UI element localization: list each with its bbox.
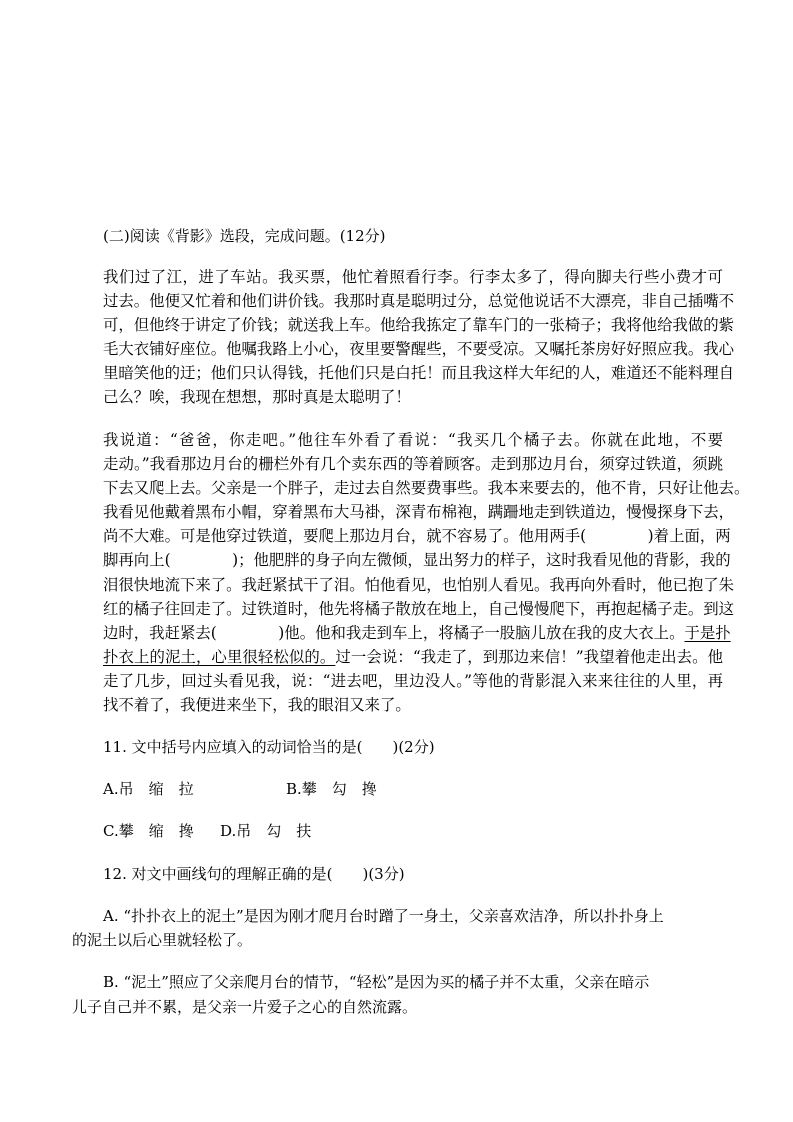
passage-line: 里暗笑他的迂；他们只认得钱，托他们只是白托！而且我这样大年纪的人，难道还不能料理自 bbox=[103, 364, 735, 383]
option-a: A.吊 缩 拉 bbox=[103, 780, 194, 798]
passage-line: 过去。他便又忙着和他们讲价钱。我那时真是聪明过分，总觉他说话不大漂亮，非自己插嘴不 bbox=[103, 292, 735, 311]
passage-line-with-underline-end bbox=[103, 645, 723, 669]
passage-text: 过一会说：“我走了，到那边来信！”我望着他走出去。他 bbox=[335, 647, 723, 666]
passage-line: 可，但他终于讲定了价钱；就送我上车。他给我拣定了靠车门的一张椅子；我将他给我做的紫 bbox=[103, 316, 735, 335]
passage-line: 毛大衣铺好座位。他嘱我路上小心，夜里要警醒些，不要受凉。又嘱托茶房好好照应我。我心 bbox=[103, 340, 735, 359]
passage-line: 找不着了，我便进来坐下，我的眼泪又来了。 bbox=[103, 696, 411, 715]
section-heading: (二)阅读《背影》选段，完成问题。(12分) bbox=[103, 227, 386, 245]
question-12-option-a-line-2: 的泥土以后心里就轻松了。 bbox=[72, 931, 253, 949]
passage-line: 走了几步，回过头看见我，说：“进去吧，里边没人。”等他的背影混入来来往往的人里，再 bbox=[103, 671, 723, 690]
question-12-option-b-line-1: B. “泥土”照应了父亲爬月台的情节，“轻松”是因为买的橘子并不太重，父亲在暗示 bbox=[103, 973, 650, 991]
option-b: B.攀 勾 搀 bbox=[286, 780, 377, 798]
option-c: C.攀 缩 搀 bbox=[103, 822, 194, 840]
question-11-options-row-1 bbox=[103, 777, 723, 801]
passage-paragraph-1 bbox=[103, 265, 735, 410]
passage-paragraph-2 bbox=[103, 428, 750, 717]
question-11-stem: 11. 文中括号内应填入的动词恰当的是( )(2分) bbox=[103, 738, 435, 756]
passage-line: 己么？唉，我现在想想，那时真是太聪明了！ bbox=[103, 388, 411, 407]
passage-line: 泪很快地流下来了。我赶紧拭干了泪。怕他看见，也怕别人看见。我再向外看时，他已抱了朱 bbox=[103, 575, 735, 594]
question-11-options-row-2 bbox=[103, 819, 723, 843]
passage-text: 边时，我赶紧去( )他。他和我走到车上，将橘子一股脑儿放在我的皮大衣上。 bbox=[103, 623, 685, 642]
passage-line: 我看见他戴着黑布小帽，穿着黑布大马褂，深青布棉袍，蹒跚地走到铁道边，慢慢探身下去， bbox=[103, 503, 735, 522]
passage-line: 我说道：“爸爸，你走吧。”他往车外看了看说：“我买几个橘子去。你就在此地，不要 bbox=[103, 431, 723, 449]
underlined-sentence-start: 于是扑 bbox=[684, 623, 731, 642]
underlined-sentence-end: 扑衣上的泥土，心里很轻松似的。 bbox=[103, 647, 336, 666]
passage-line: 下去又爬上去。父亲是一个胖子，走过去自然要费事些。我本来要去的，他不肯，只好让他去。 bbox=[103, 479, 750, 498]
question-12-option-a-line-1: A. “扑扑衣上的泥土”是因为刚才爬月台时蹭了一身土，父亲喜欢洁净，所以扑扑身上 bbox=[103, 907, 664, 925]
option-d: D.吊 勾 扶 bbox=[220, 822, 312, 840]
question-12-option-b-line-2: 儿子自己并不累，是父亲一片爱子之心的自然流露。 bbox=[72, 998, 418, 1016]
passage-line: 走动。”我看那边月台的栅栏外有几个卖东西的等着顾客。走到那边月台，须穿过铁道，须跳 bbox=[103, 455, 723, 474]
passage-line-with-underline-start bbox=[103, 621, 731, 645]
question-12-stem: 12. 对文中画线句的理解正确的是( )(3分) bbox=[103, 865, 405, 883]
passage-line: 尚不大难。可是他穿过铁道，要爬上那边月台，就不容易了。他用两手( )着上面，两 bbox=[103, 527, 731, 546]
passage-line: 红的橘子往回走了。过铁道时，他先将橘子散放在地上，自己慢慢爬下，再抱起橘子走。到这 bbox=[103, 599, 735, 618]
passage-line: 我们过了江，进了车站。我买票，他忙着照看行李。行李太多了，得向脚夫行些小费才可 bbox=[103, 268, 723, 286]
passage-line: 脚再向上( )；他肥胖的身子向左微倾，显出努力的样子，这时我看见他的背影，我的 bbox=[103, 551, 731, 570]
